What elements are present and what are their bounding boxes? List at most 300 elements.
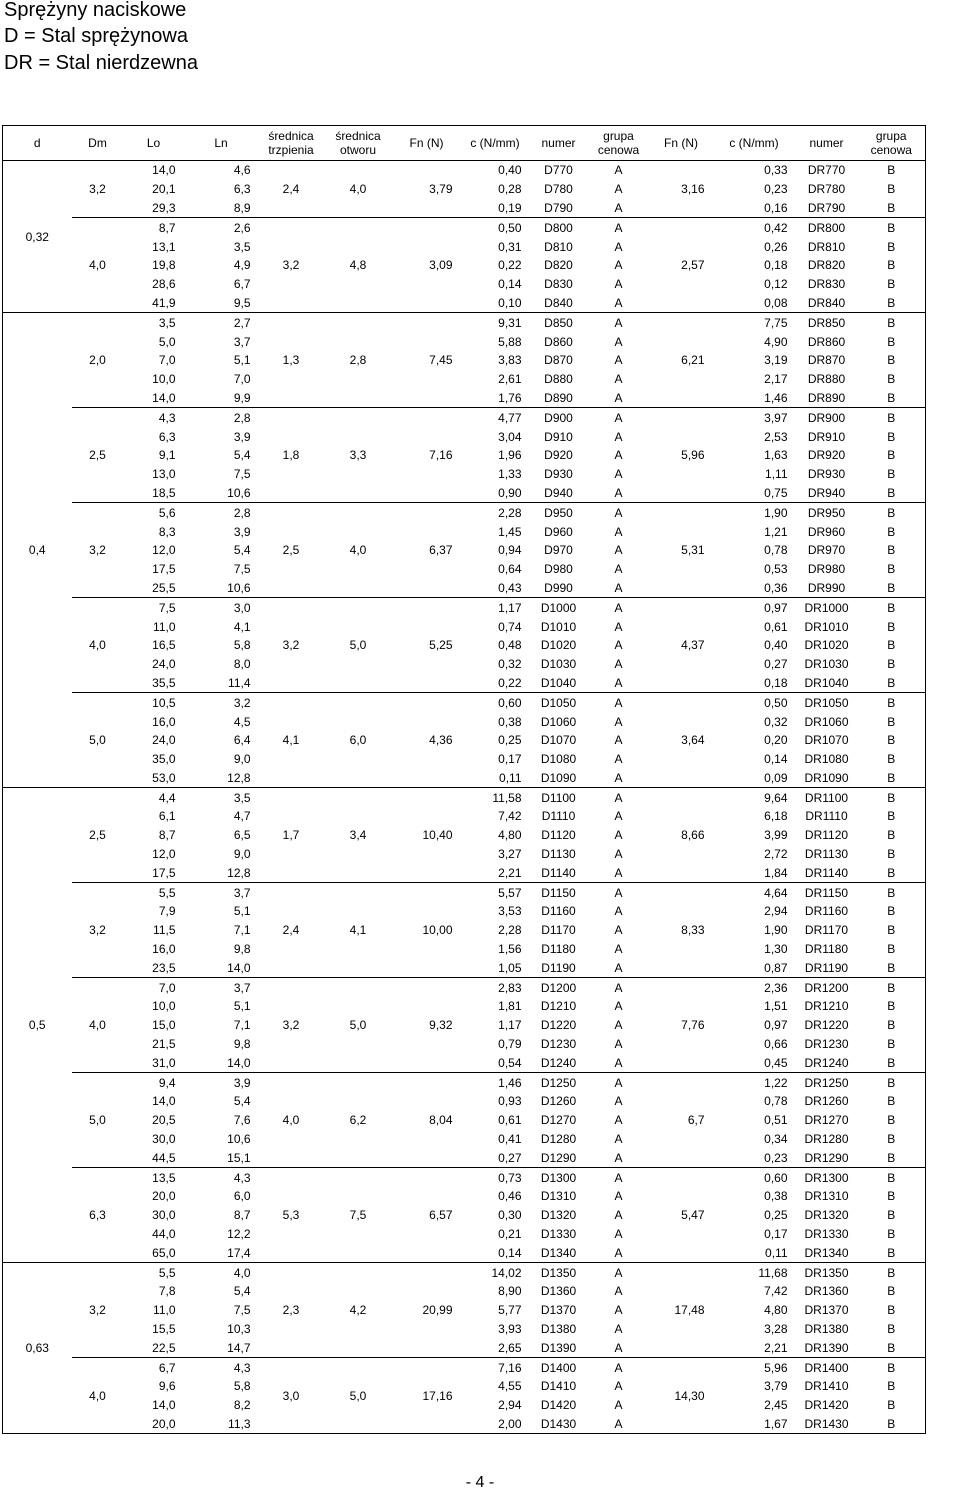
cell-fn-dr: 8,66 bbox=[650, 788, 713, 883]
cell-numer: D1220 bbox=[540, 1018, 577, 1033]
cell-numer-dr: DR1260 bbox=[804, 1094, 849, 1109]
cell-numer-dr: DR1380 bbox=[804, 1322, 849, 1336]
cell-numer: D770 bbox=[530, 161, 588, 180]
cell-lo: 7,5 bbox=[124, 598, 184, 617]
cell-grupa-cenowa: A bbox=[614, 1379, 623, 1394]
cell-c: 2,28 bbox=[498, 923, 522, 938]
cell-srednica-otworu: 4,1 bbox=[324, 883, 393, 978]
cell-srednica-otworu: 4,2 bbox=[324, 1263, 393, 1358]
cell-dm: 3,2 bbox=[72, 883, 124, 978]
table-row bbox=[3, 826, 926, 845]
cell-c-dr: 7,42 bbox=[764, 1284, 788, 1299]
cell-numer: D1030 bbox=[540, 657, 577, 672]
cell-numer: D940 bbox=[544, 485, 573, 500]
cell-lo: 13,0 bbox=[152, 467, 176, 482]
cell-ln: 2,8 bbox=[184, 503, 259, 522]
cell-grupa-cenowa-dr: B bbox=[887, 960, 896, 975]
cell-c-dr: 2,94 bbox=[764, 904, 788, 919]
cell-c: 0,21 bbox=[498, 1227, 522, 1242]
cell-c: 1,45 bbox=[498, 524, 522, 539]
cell-lo: 28,6 bbox=[152, 277, 176, 292]
cell-fn: 6,57 bbox=[393, 1168, 461, 1263]
cell-grupa-cenowa: A bbox=[614, 999, 623, 1014]
table-row bbox=[3, 1187, 926, 1206]
cell-ln: 10,6 bbox=[227, 580, 251, 595]
cell-c: 4,80 bbox=[498, 828, 522, 843]
table-row bbox=[3, 1243, 926, 1262]
cell-c: 1,05 bbox=[498, 960, 522, 975]
cell-lo: 19,8 bbox=[152, 258, 176, 273]
table-row bbox=[3, 522, 926, 541]
cell-numer: D1070 bbox=[540, 733, 577, 748]
cell-grupa-cenowa: A bbox=[614, 580, 623, 595]
cell-lo: 21,5 bbox=[152, 1037, 176, 1052]
header-dm: Dm bbox=[72, 126, 124, 161]
cell-numer: D1040 bbox=[540, 675, 577, 690]
cell-d: 0,4 bbox=[3, 313, 72, 788]
cell-srednica-trzpienia: 3,2 bbox=[259, 978, 324, 1073]
cell-numer-dr: DR1090 bbox=[804, 770, 849, 785]
cell-numer-dr: DR1000 bbox=[796, 598, 858, 617]
cell-grupa-cenowa-dr: B bbox=[887, 1379, 896, 1394]
cell-fn: 8,04 bbox=[393, 1073, 461, 1168]
cell-grupa-cenowa: A bbox=[588, 693, 650, 712]
cell-numer: D1400 bbox=[530, 1358, 588, 1377]
table-row bbox=[3, 237, 926, 256]
cell-srednica-otworu: 5,0 bbox=[324, 1358, 393, 1434]
cell-ln: 6,7 bbox=[233, 277, 251, 292]
cell-c-dr: 1,30 bbox=[764, 942, 788, 957]
cell-numer: D1210 bbox=[540, 999, 577, 1014]
table-row bbox=[3, 693, 926, 712]
table-row bbox=[3, 1396, 926, 1415]
cell-c: 0,22 bbox=[498, 258, 522, 273]
cell-fn-dr: 5,31 bbox=[650, 503, 713, 598]
cell-c-dr: 0,97 bbox=[764, 1018, 788, 1033]
cell-fn: 5,25 bbox=[393, 598, 461, 693]
cell-c: 3,04 bbox=[498, 429, 522, 444]
cell-grupa-cenowa-dr: B bbox=[887, 1113, 896, 1128]
cell-numer: D850 bbox=[530, 313, 588, 332]
cell-lo: 10,0 bbox=[152, 372, 176, 387]
cell-ln: 3,5 bbox=[184, 788, 259, 807]
cell-grupa-cenowa: A bbox=[614, 524, 623, 539]
cell-ln: 12,2 bbox=[227, 1227, 251, 1242]
cell-c-dr: 3,79 bbox=[764, 1379, 788, 1394]
cell-lo: 35,5 bbox=[152, 675, 176, 690]
cell-numer-dr: DR810 bbox=[807, 239, 846, 254]
cell-srednica-trzpienia: 2,4 bbox=[259, 161, 324, 218]
table-row bbox=[3, 883, 926, 902]
cell-grupa-cenowa: A bbox=[614, 485, 623, 500]
table-row bbox=[3, 161, 926, 180]
cell-dm: 4,0 bbox=[72, 978, 124, 1073]
cell-numer-dr: DR1060 bbox=[804, 714, 849, 729]
cell-numer-dr: DR1150 bbox=[796, 883, 858, 902]
cell-numer-dr: DR1040 bbox=[804, 675, 849, 690]
cell-grupa-cenowa-dr: B bbox=[887, 865, 896, 880]
table-row bbox=[3, 788, 926, 807]
cell-c-dr: 7,75 bbox=[713, 313, 796, 332]
table-row bbox=[3, 598, 926, 617]
title-line-2: D = Stal sprężynowa bbox=[4, 25, 188, 47]
cell-lo: 14,0 bbox=[152, 1398, 176, 1413]
cell-numer: D970 bbox=[544, 543, 573, 558]
cell-c-dr: 0,27 bbox=[764, 657, 788, 672]
cell-lo: 41,9 bbox=[152, 295, 176, 310]
cell-numer-dr: DR1410 bbox=[804, 1379, 849, 1394]
cell-grupa-cenowa: A bbox=[614, 847, 623, 862]
cell-numer: D1340 bbox=[540, 1245, 577, 1260]
header-lo: Lo bbox=[124, 126, 184, 161]
cell-ln: 7,6 bbox=[233, 1113, 251, 1128]
cell-grupa-cenowa: A bbox=[614, 638, 623, 653]
cell-lo: 30,0 bbox=[152, 1208, 176, 1223]
cell-numer: D1190 bbox=[541, 960, 576, 975]
cell-ln: 7,1 bbox=[233, 1018, 251, 1033]
cell-ln: 12,8 bbox=[227, 770, 251, 785]
cell-numer: D840 bbox=[544, 295, 573, 310]
cell-lo: 17,5 bbox=[152, 865, 176, 880]
cell-lo: 5,6 bbox=[124, 503, 184, 522]
cell-ln: 3,2 bbox=[184, 693, 259, 712]
cell-c-dr: 3,99 bbox=[764, 828, 788, 843]
cell-numer-dr: DR1330 bbox=[804, 1227, 849, 1242]
cell-c: 0,50 bbox=[461, 218, 530, 237]
cell-grupa-cenowa-dr: B bbox=[887, 1284, 896, 1299]
table-row bbox=[3, 636, 926, 655]
cell-numer-dr: DR950 bbox=[796, 503, 858, 522]
cell-c: 0,64 bbox=[498, 562, 522, 577]
cell-c: 14,02 bbox=[461, 1263, 530, 1282]
cell-grupa-cenowa-dr: B bbox=[887, 182, 896, 197]
cell-numer: D1310 bbox=[540, 1189, 577, 1204]
cell-numer: D880 bbox=[544, 372, 573, 387]
cell-grupa-cenowa-dr: B bbox=[887, 638, 896, 653]
cell-grupa-cenowa: A bbox=[614, 467, 623, 482]
cell-c: 11,58 bbox=[461, 788, 530, 807]
cell-ln: 9,0 bbox=[233, 752, 251, 767]
table-row bbox=[3, 1206, 926, 1225]
cell-c: 1,46 bbox=[461, 1073, 530, 1092]
cell-srednica-trzpienia: 4,1 bbox=[259, 693, 324, 788]
header-grupa-cenowa: grupa cenowa bbox=[588, 126, 650, 161]
cell-grupa-cenowa: A bbox=[614, 828, 623, 843]
cell-d: 0,63 bbox=[3, 1263, 72, 1434]
table-row bbox=[3, 560, 926, 579]
cell-c: 1,33 bbox=[498, 467, 522, 482]
table-row bbox=[3, 750, 926, 769]
cell-grupa-cenowa-dr: B bbox=[887, 1303, 896, 1318]
cell-grupa-cenowa-dr: B bbox=[887, 1094, 896, 1109]
cell-fn: 6,37 bbox=[393, 503, 461, 598]
cell-fn-dr: 5,96 bbox=[650, 408, 713, 503]
cell-c: 0,14 bbox=[498, 277, 522, 292]
cell-lo: 65,0 bbox=[152, 1245, 176, 1260]
cell-numer: D810 bbox=[544, 239, 573, 254]
cell-dm: 2,0 bbox=[72, 313, 124, 408]
cell-numer: D960 bbox=[544, 524, 573, 539]
cell-ln: 7,1 bbox=[233, 923, 251, 938]
cell-c: 9,31 bbox=[461, 313, 530, 332]
cell-srednica-trzpienia: 3,2 bbox=[259, 598, 324, 693]
cell-c-dr: 9,64 bbox=[713, 788, 796, 807]
cell-numer-dr: DR1430 bbox=[804, 1416, 849, 1431]
cell-numer-dr: DR1140 bbox=[804, 865, 849, 880]
cell-dm: 4,0 bbox=[72, 598, 124, 693]
cell-c-dr: 0,08 bbox=[764, 295, 788, 310]
cell-fn-dr: 4,37 bbox=[650, 598, 713, 693]
cell-grupa-cenowa: A bbox=[614, 904, 623, 919]
cell-c-dr: 0,26 bbox=[764, 239, 788, 254]
cell-grupa-cenowa-dr: B bbox=[887, 258, 896, 273]
cell-ln: 3,5 bbox=[233, 239, 251, 254]
cell-lo: 8,3 bbox=[158, 524, 176, 539]
cell-c: 1,56 bbox=[498, 942, 522, 957]
table-row bbox=[3, 389, 926, 408]
cell-c-dr: 0,51 bbox=[764, 1113, 788, 1128]
cell-numer: D1000 bbox=[530, 598, 588, 617]
cell-grupa-cenowa: A bbox=[614, 619, 623, 634]
cell-lo: 16,5 bbox=[152, 638, 176, 653]
cell-grupa-cenowa-dr: B bbox=[887, 524, 896, 539]
cell-numer: D800 bbox=[530, 218, 588, 237]
table-row bbox=[3, 1301, 926, 1320]
cell-numer-dr: DR1120 bbox=[804, 828, 849, 843]
cell-lo: 4,3 bbox=[124, 408, 184, 427]
cell-srednica-otworu: 4,0 bbox=[324, 503, 393, 598]
cell-grupa-cenowa-dr: B bbox=[887, 485, 896, 500]
cell-ln: 5,1 bbox=[233, 353, 251, 368]
cell-c-dr: 3,19 bbox=[764, 353, 788, 368]
cell-grupa-cenowa: A bbox=[588, 1358, 650, 1377]
cell-lo: 6,1 bbox=[158, 809, 176, 824]
table-row bbox=[3, 731, 926, 750]
cell-c-dr: 0,87 bbox=[764, 960, 788, 975]
cell-lo: 6,3 bbox=[158, 429, 176, 444]
cell-c-dr: 0,32 bbox=[764, 714, 788, 729]
cell-numer: D1360 bbox=[540, 1284, 577, 1299]
cell-lo: 14,0 bbox=[152, 1094, 176, 1109]
cell-numer-dr: DR1290 bbox=[804, 1150, 849, 1165]
cell-ln: 7,5 bbox=[233, 1303, 251, 1318]
cell-grupa-cenowa-dr: B bbox=[858, 978, 926, 997]
cell-srednica-otworu: 6,2 bbox=[324, 1073, 393, 1168]
cell-grupa-cenowa: A bbox=[614, 675, 623, 690]
cell-grupa-cenowa-dr: B bbox=[887, 714, 896, 729]
cell-numer: D890 bbox=[544, 390, 573, 405]
cell-numer: D1290 bbox=[540, 1150, 577, 1165]
table-row bbox=[3, 1111, 926, 1130]
cell-lo: 35,0 bbox=[152, 752, 176, 767]
cell-grupa-cenowa-dr: B bbox=[887, 334, 896, 349]
cell-grupa-cenowa: A bbox=[614, 733, 623, 748]
cell-grupa-cenowa: A bbox=[614, 960, 623, 975]
cell-c: 0,73 bbox=[461, 1168, 530, 1187]
cell-c: 0,30 bbox=[498, 1208, 522, 1223]
cell-grupa-cenowa-dr: B bbox=[887, 295, 896, 310]
cell-numer: D1080 bbox=[540, 752, 577, 767]
cell-c-dr: 0,42 bbox=[713, 218, 796, 237]
cell-ln: 8,7 bbox=[233, 1208, 251, 1223]
cell-c-dr: 1,63 bbox=[764, 448, 788, 463]
cell-numer: D1250 bbox=[530, 1073, 588, 1092]
cell-c-dr: 0,20 bbox=[764, 733, 788, 748]
cell-c-dr: 0,50 bbox=[713, 693, 796, 712]
cell-ln: 5,4 bbox=[233, 448, 251, 463]
cell-grupa-cenowa-dr: B bbox=[887, 1340, 896, 1355]
cell-grupa-cenowa: A bbox=[614, 923, 623, 938]
cell-numer: D830 bbox=[544, 277, 573, 292]
cell-numer: D1390 bbox=[540, 1340, 577, 1355]
cell-lo: 7,0 bbox=[158, 353, 176, 368]
cell-numer: D1410 bbox=[540, 1379, 577, 1394]
cell-srednica-trzpienia: 4,0 bbox=[259, 1073, 324, 1168]
cell-numer-dr: DR1190 bbox=[804, 960, 849, 975]
cell-lo: 20,0 bbox=[152, 1189, 176, 1204]
cell-fn: 7,45 bbox=[393, 313, 461, 408]
table-row bbox=[3, 712, 926, 731]
cell-numer-dr: DR940 bbox=[807, 485, 846, 500]
cell-numer: D980 bbox=[544, 562, 573, 577]
cell-fn-dr: 17,48 bbox=[650, 1263, 713, 1358]
cell-numer-dr: DR1170 bbox=[804, 923, 849, 938]
cell-fn-dr: 3,64 bbox=[650, 693, 713, 788]
cell-grupa-cenowa: A bbox=[614, 543, 623, 558]
cell-ln: 6,4 bbox=[233, 733, 251, 748]
cell-grupa-cenowa-dr: B bbox=[887, 809, 896, 824]
table-row bbox=[3, 978, 926, 997]
cell-numer-dr: DR1350 bbox=[796, 1263, 858, 1282]
cell-ln: 8,9 bbox=[233, 200, 251, 215]
cell-numer: D1180 bbox=[541, 942, 576, 957]
cell-c-dr: 3,97 bbox=[713, 408, 796, 427]
cell-lo: 9,6 bbox=[158, 1379, 176, 1394]
cell-lo: 30,0 bbox=[152, 1132, 176, 1147]
cell-dm: 4,0 bbox=[72, 1358, 124, 1434]
cell-grupa-cenowa: A bbox=[614, 372, 623, 387]
cell-ln: 6,3 bbox=[233, 182, 251, 197]
cell-lo: 20,5 bbox=[152, 1113, 176, 1128]
cell-numer-dr: DR1340 bbox=[804, 1245, 849, 1260]
cell-c-dr: 0,45 bbox=[764, 1055, 788, 1070]
cell-srednica-trzpienia: 2,3 bbox=[259, 1263, 324, 1358]
cell-grupa-cenowa-dr: B bbox=[887, 200, 896, 215]
cell-c-dr: 0,23 bbox=[764, 182, 788, 197]
cell-c: 2,65 bbox=[498, 1340, 522, 1355]
cell-ln: 2,6 bbox=[184, 218, 259, 237]
cell-c: 0,10 bbox=[498, 295, 522, 310]
cell-dm: 6,3 bbox=[72, 1168, 124, 1263]
table-row bbox=[3, 863, 926, 882]
cell-numer-dr: DR1310 bbox=[804, 1189, 849, 1204]
cell-numer: D1380 bbox=[540, 1322, 577, 1336]
cell-grupa-cenowa-dr: B bbox=[887, 847, 896, 862]
table-row bbox=[3, 1282, 926, 1301]
cell-grupa-cenowa-dr: B bbox=[887, 770, 896, 785]
cell-grupa-cenowa: A bbox=[614, 1416, 623, 1431]
cell-grupa-cenowa: A bbox=[614, 1094, 623, 1109]
cell-grupa-cenowa-dr: B bbox=[887, 1322, 896, 1336]
cell-numer-dr: DR1110 bbox=[805, 809, 848, 824]
cell-grupa-cenowa: A bbox=[614, 182, 623, 197]
cell-c-dr: 0,18 bbox=[764, 258, 788, 273]
cell-c-dr: 0,23 bbox=[764, 1150, 788, 1165]
table-row bbox=[3, 807, 926, 826]
cell-grupa-cenowa: A bbox=[588, 598, 650, 617]
cell-grupa-cenowa: A bbox=[614, 1398, 623, 1413]
cell-ln: 6,0 bbox=[233, 1189, 251, 1204]
cell-srednica-trzpienia: 2,4 bbox=[259, 883, 324, 978]
cell-ln: 9,5 bbox=[233, 295, 251, 310]
cell-c-dr: 0,17 bbox=[764, 1227, 788, 1242]
header-numer: numer bbox=[530, 126, 588, 161]
cell-numer-dr: DR1280 bbox=[804, 1132, 849, 1147]
cell-srednica-trzpienia: 5,3 bbox=[259, 1168, 324, 1263]
cell-numer-dr: DR1020 bbox=[804, 638, 849, 653]
cell-srednica-otworu: 2,8 bbox=[324, 313, 393, 408]
cell-grupa-cenowa: A bbox=[614, 752, 623, 767]
cell-c-dr: 1,67 bbox=[764, 1416, 788, 1431]
cell-numer: D1270 bbox=[540, 1113, 577, 1128]
cell-numer-dr: DR930 bbox=[807, 467, 846, 482]
cell-c: 0,17 bbox=[498, 752, 522, 767]
cell-numer-dr: DR870 bbox=[807, 353, 846, 368]
cell-grupa-cenowa: A bbox=[588, 788, 650, 807]
cell-lo: 10,0 bbox=[152, 999, 176, 1014]
cell-grupa-cenowa: A bbox=[614, 770, 623, 785]
cell-fn-dr: 3,16 bbox=[650, 161, 713, 218]
cell-ln: 9,8 bbox=[233, 942, 251, 957]
cell-grupa-cenowa-dr: B bbox=[887, 372, 896, 387]
cell-lo: 7,0 bbox=[124, 978, 184, 997]
cell-grupa-cenowa: A bbox=[614, 1245, 623, 1260]
cell-c: 0,94 bbox=[498, 543, 522, 558]
cell-lo: 23,5 bbox=[152, 960, 176, 975]
cell-numer-dr: DR1390 bbox=[804, 1340, 849, 1355]
title-line-1: Sprężyny naciskowe bbox=[4, 0, 187, 21]
cell-grupa-cenowa: A bbox=[614, 239, 623, 254]
cell-numer-dr: DR770 bbox=[796, 161, 858, 180]
cell-srednica-otworu: 5,0 bbox=[324, 978, 393, 1073]
cell-numer-dr: DR1300 bbox=[796, 1168, 858, 1187]
cell-ln: 6,5 bbox=[233, 828, 251, 843]
cell-d: 0,32 bbox=[3, 161, 72, 313]
cell-dm: 3,2 bbox=[72, 161, 124, 218]
cell-srednica-trzpienia: 2,5 bbox=[259, 503, 324, 598]
cell-c: 0,93 bbox=[498, 1094, 522, 1109]
cell-ln: 9,0 bbox=[233, 847, 251, 862]
cell-fn: 10,00 bbox=[393, 883, 461, 978]
cell-numer-dr: DR880 bbox=[807, 372, 846, 387]
title-line-3: DR = Stal nierdzewna bbox=[4, 52, 198, 74]
cell-c: 1,17 bbox=[498, 1018, 522, 1033]
cell-ln: 7,5 bbox=[233, 562, 251, 577]
cell-c: 0,74 bbox=[498, 619, 522, 634]
table-row bbox=[3, 1358, 926, 1377]
cell-lo: 11,0 bbox=[153, 1303, 176, 1318]
cell-lo: 9,1 bbox=[158, 448, 176, 463]
cell-srednica-otworu: 3,3 bbox=[324, 408, 393, 503]
cell-c: 0,79 bbox=[498, 1037, 522, 1052]
cell-lo: 14,0 bbox=[124, 161, 184, 180]
cell-ln: 4,9 bbox=[233, 258, 251, 273]
cell-c-dr: 2,21 bbox=[764, 1340, 788, 1355]
cell-fn-dr: 7,76 bbox=[650, 978, 713, 1073]
cell-c: 0,14 bbox=[498, 1245, 522, 1260]
cell-grupa-cenowa: A bbox=[614, 1037, 623, 1052]
cell-c: 3,93 bbox=[498, 1322, 522, 1336]
